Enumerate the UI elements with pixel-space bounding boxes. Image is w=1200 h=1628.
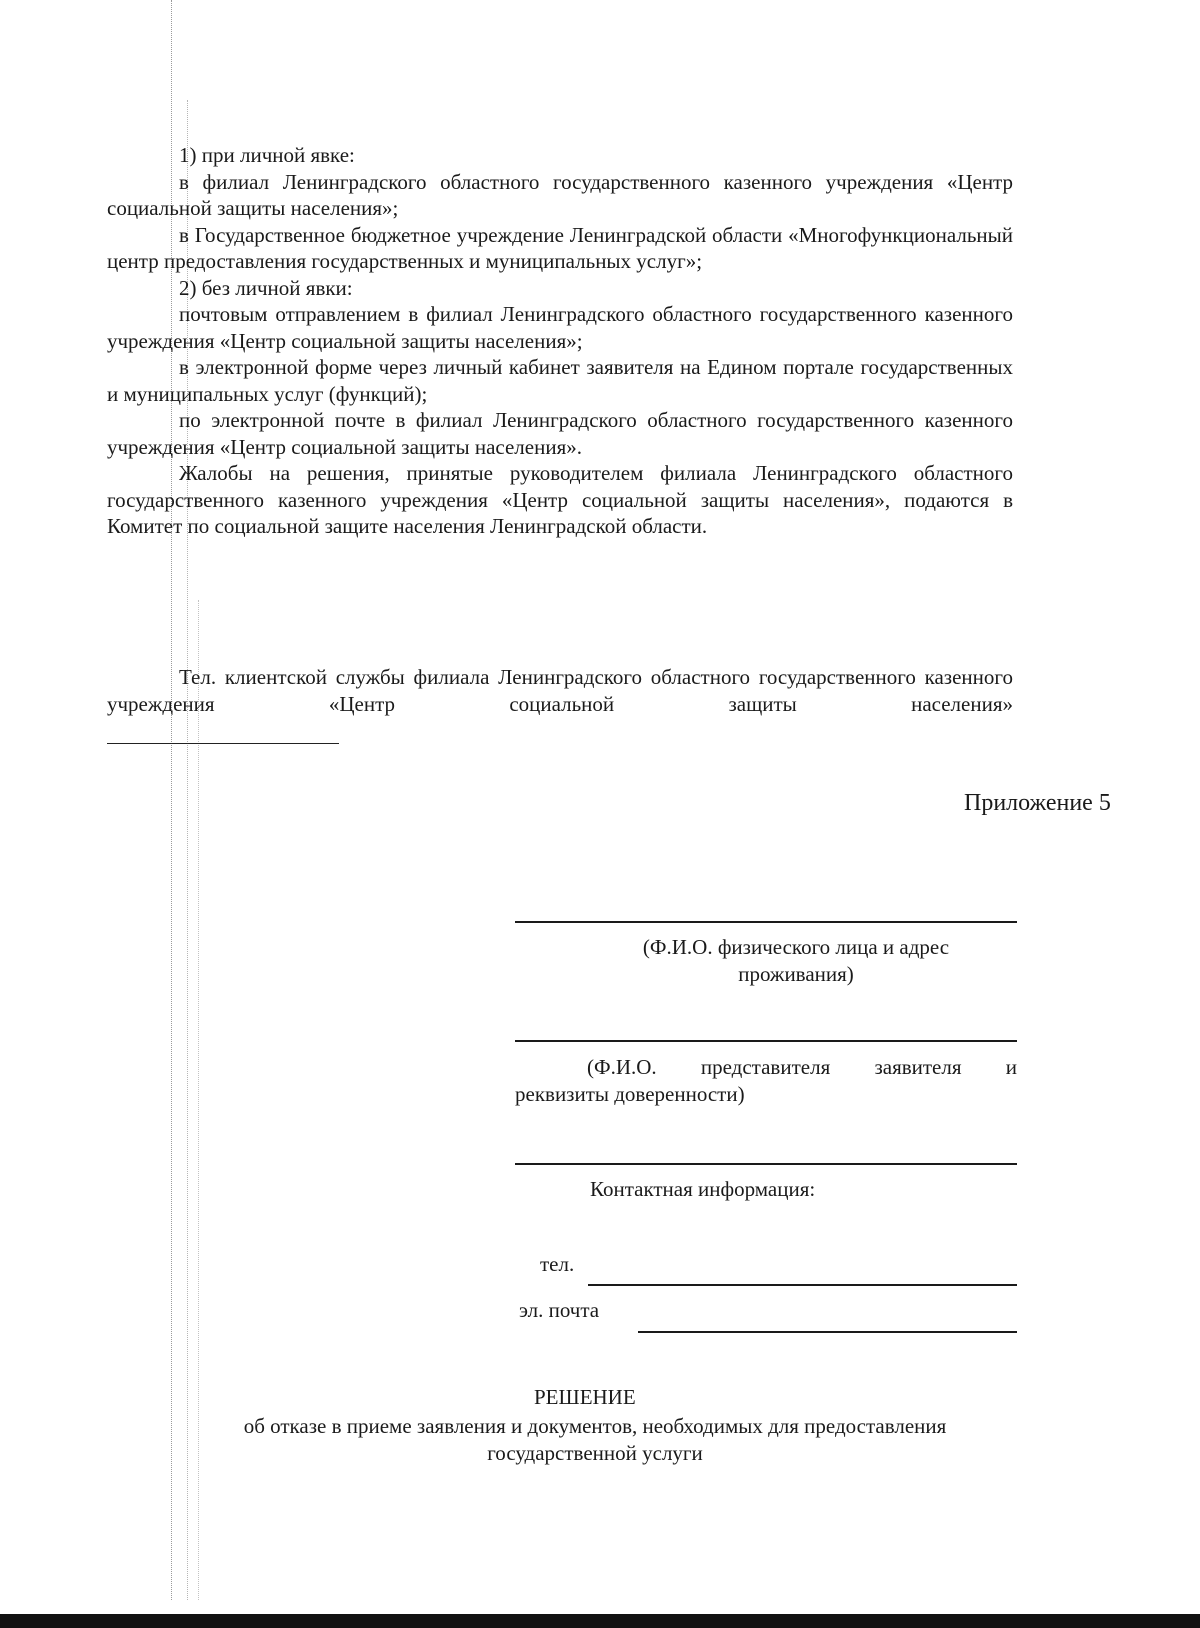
email-label: эл. почта [519,1298,600,1322]
tel-blank-line [588,1284,1017,1286]
paragraph: 2) без личной явки: [179,275,353,300]
fio-caption-line: проживания) [738,961,854,986]
paragraph: в Государственное бюджетное учреждение Ленинградской области «Многофункциональный центр предоставления государственных и муниципальных услуг»; [107,222,1013,273]
tel-label: тел. [540,1252,575,1276]
client-service-phone [107,664,1013,717]
fio-caption-line: (Ф.И.О. физического лица и адрес [642,935,950,959]
email-blank-line [638,1331,1017,1333]
paragraph: Жалобы на решения, принятые руководителем филиала Ленинградского областного государственного казенного учреждения «Центр социальной защиты населения», подаются в Комитет по социальной защите населения Ленинградской области. [107,461,1013,538]
paragraph: в филиал Ленинградского областного государственного казенного учреждения «Центр социальной защиты населения»; [107,169,1013,220]
paragraph: 1) при личной явке: [179,143,355,167]
representative-blank-line [515,1040,1017,1042]
body-text [107,142,1013,540]
representative-caption-line: реквизиты доверенности) [515,1081,745,1106]
decision-subtitle-line: об отказе в приеме заявления и документов, необходимых для предоставления [243,1414,947,1438]
decision-title: РЕШЕНИЕ [534,1385,636,1409]
paragraph: почтовым отправлением в филиал Ленинградского областного государственного казенного учреждения «Центр социальной защиты населения»; [107,302,1013,353]
fio-blank-line [515,921,1017,923]
appendix-label: Приложение 5 [964,790,1111,816]
paragraph: в электронной форме через личный кабинет заявителя на Едином портале государственных и муниципальных услуг (функций); [107,355,1013,406]
contact-info-label: Контактная информация: [590,1177,816,1201]
decision-subtitle [160,1413,1030,1466]
paragraph: по электронной почте в филиал Ленинградского областного государственного казенного учреждения «Центр социальной защиты населения». [107,408,1013,459]
decision-subtitle-line: государственной услуги [487,1440,703,1465]
representative-caption [515,1054,1017,1107]
client-service-phone-text: Тел. клиентской службы филиала Ленинградского областного государственного казенного учреждения «Центр социальной защиты населения» [107,665,1013,716]
fio-caption [515,934,1017,987]
contact-blank-line [515,1163,1017,1165]
scan-bottom-edge [0,1614,1200,1628]
phone-blank-line [107,743,339,744]
representative-caption-line: (Ф.И.О. представителя заявителя и [587,1055,1017,1079]
